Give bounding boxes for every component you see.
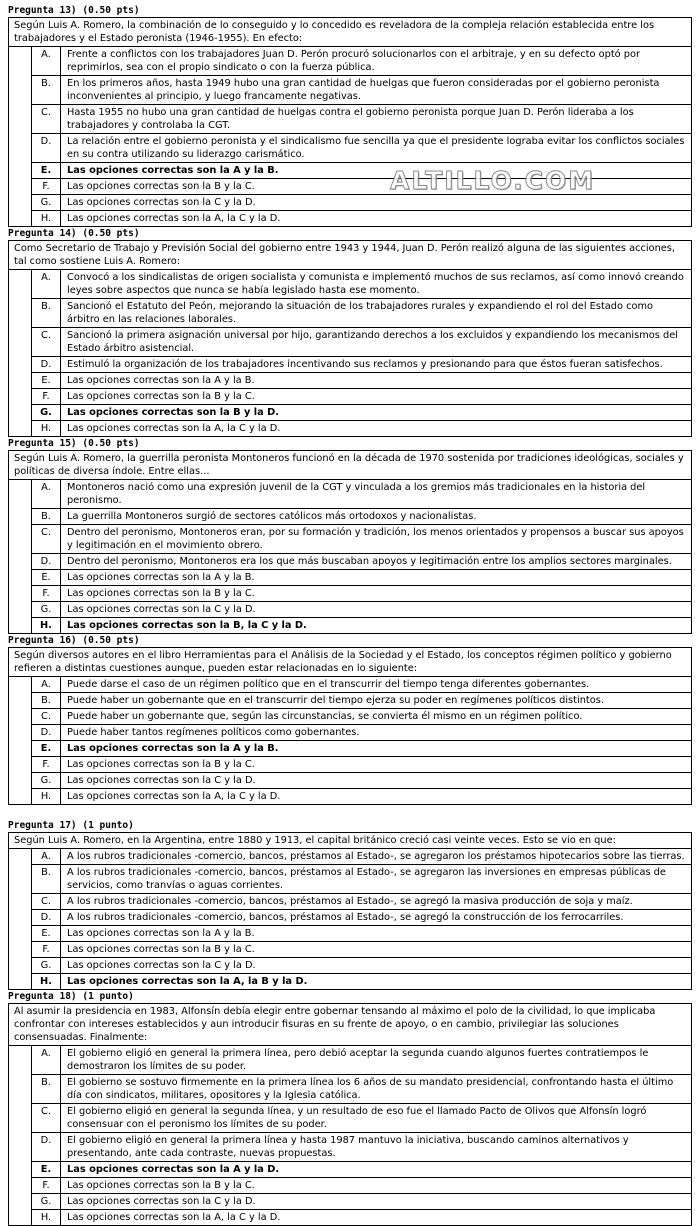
option-text: Puede darse el caso de un régimen político que en el transcurrir del tiempo tenga diferentes gobernantes.: [67, 679, 590, 690]
option-row: [31, 1194, 691, 1210]
option-letter: H.: [32, 789, 61, 804]
option-letter: H.: [32, 618, 61, 633]
option-letter: G.: [32, 773, 61, 788]
option-text: Las opciones correctas son la A y la B.: [67, 572, 255, 583]
option-row: [31, 105, 691, 134]
option-row: [31, 554, 691, 570]
option-letter: C.: [32, 1104, 61, 1132]
option-letter: F.: [32, 757, 61, 772]
option-text: Las opciones correctas son la B y la C.: [67, 1180, 255, 1191]
option-letter: D.: [32, 134, 61, 162]
option-letter: E.: [32, 741, 61, 756]
option-letter: D.: [32, 725, 61, 740]
option-row: [31, 1104, 691, 1133]
option-text: Sancionó el Estatuto del Peón, mejorando la situación de los trabajadores rurales y expandiendo el rol del Estado como árbitro en las relaciones laborales.: [67, 301, 654, 325]
question-stem: Según Luis A. Romero, en la Argentina, entre 1880 y 1913, el capital británico creció casi veinte veces. Esto se vio en que:: [9, 833, 691, 849]
option-text: El gobierno se sostuvo firmemente en la primera línea los 6 años de su mandato presidencial, confrontando hasta el último día con sindicatos, militares, opositores y la Iglesia católica.: [67, 1077, 674, 1101]
option-text: Las opciones correctas son la B y la C.: [67, 944, 255, 955]
option-letter: A.: [32, 849, 61, 864]
question-header: Pregunta 18) (1 punto): [8, 991, 134, 1002]
option-row: [31, 894, 691, 910]
option-letter: A.: [32, 47, 61, 75]
exam-document: [8, 4, 692, 1226]
option-row: [31, 270, 691, 299]
option-text: Las opciones correctas son la A, la C y la D.: [67, 423, 281, 434]
option-text: El gobierno eligió en general la primera línea, pero debió aceptar la segunda cuando algunos fuertes contratiempos le demostraron los límites de su poder.: [67, 1048, 649, 1072]
option-row: [31, 1133, 691, 1162]
option-row: [31, 926, 691, 942]
question-header: Pregunta 16) (0.50 pts): [8, 635, 140, 646]
option-row: [31, 195, 691, 211]
option-row: [31, 849, 691, 865]
question-table: [8, 450, 692, 634]
option-text: La guerrilla Montoneros surgió de sectores católicos más ortodoxos y nacionalistas.: [67, 511, 477, 522]
option-letter: B.: [32, 693, 61, 708]
option-text: Las opciones correctas son la C y la D.: [67, 604, 256, 615]
option-letter: B.: [32, 1075, 61, 1103]
option-row: [31, 1210, 691, 1225]
option-row: [31, 789, 691, 804]
option-text: En los primeros años, hasta 1949 hubo una gran cantidad de huelgas que fueron consideradas por el gobierno peronista inconvenientes al principio, y luego francamente negativas.: [67, 78, 660, 102]
option-text: Las opciones correctas son la C y la D.: [67, 1196, 256, 1207]
option-row: [31, 47, 691, 76]
option-row: [31, 405, 691, 421]
option-row: [31, 1162, 691, 1178]
option-row: [31, 76, 691, 105]
question-table: [8, 832, 692, 990]
option-letter: C.: [32, 894, 61, 909]
option-letter: G.: [32, 405, 61, 420]
option-text: Las opciones correctas son la C y la D.: [67, 197, 256, 208]
option-row: [31, 480, 691, 509]
question-stem: Según diversos autores en el libro Herramientas para el Análisis de la Sociedad y el Estado, los conceptos régimen político y gobierno refieren a distintas cuestiones aunque, pueden estar relacionadas en lo siguiente:: [9, 648, 691, 677]
option-letter: H.: [32, 1210, 61, 1225]
option-text: Las opciones correctas son la A, la C y la D.: [67, 213, 281, 224]
option-row: [31, 328, 691, 357]
option-row: [31, 910, 691, 926]
option-text: Estimuló la organización de los trabajadores incentivando sus reclamos y presionando para que éstos fueran satisfechos.: [67, 359, 663, 370]
option-text: Las opciones correctas son la B y la C.: [67, 181, 255, 192]
option-letter: E.: [32, 373, 61, 388]
question-header: Pregunta 13) (0.50 pts): [8, 5, 140, 16]
question-table: [8, 17, 692, 227]
option-text: Puede haber tantos regímenes políticos como gobernantes.: [67, 727, 360, 738]
option-letter: H.: [32, 421, 61, 436]
question-stem: Según Luis A. Romero, la combinación de lo conseguido y lo concedido es reveladora de la compleja relación establecida entre los trabajadores y el Estado peronista (1946-1955). En efecto:: [9, 18, 691, 47]
option-row: [31, 741, 691, 757]
option-letter: C.: [32, 328, 61, 356]
option-letter: A.: [32, 480, 61, 508]
option-letter: G.: [32, 1194, 61, 1209]
option-letter: E.: [32, 163, 61, 178]
option-text: Las opciones correctas son la A, la C y la D.: [67, 791, 281, 802]
question-stem: Al asumir la presidencia en 1983, Alfonsín debía elegir entre gobernar tensando al máximo el polo de la civilidad, lo que implicaba confrontar con intereses establecidos y aun introducir fisuras en su frente de apoyo, o en cambio, privilegiar las soluciones consensuadas. Finalmente:: [9, 1004, 691, 1046]
option-row: [31, 134, 691, 163]
option-letter: C.: [32, 525, 61, 553]
option-text: Las opciones correctas son la A y la B.: [67, 165, 279, 176]
option-row: [31, 773, 691, 789]
option-letter: A.: [32, 1046, 61, 1074]
option-letter: G.: [32, 195, 61, 210]
option-row: [31, 373, 691, 389]
option-letter: H.: [32, 211, 61, 226]
option-letter: B.: [32, 299, 61, 327]
option-text: Las opciones correctas son la A y la B.: [67, 375, 255, 386]
option-row: [31, 163, 691, 179]
option-letter: D.: [32, 910, 61, 925]
question-stem: Según Luis A. Romero, la guerrilla peronista Montoneros funcionó en la década de 1970 sostenida por tradiciones ideológicas, sociales y políticas de diversa índole. Entre ellas...: [9, 451, 691, 480]
option-letter: C.: [32, 709, 61, 724]
question-header: Pregunta 14) (0.50 pts): [8, 228, 140, 239]
option-text: Sancionó la primera asignación universal por hijo, garantizando derechos a los excluidos y expandiendo los mecanismos del Estado árbitro asistencial.: [67, 330, 678, 354]
option-row: [31, 725, 691, 741]
option-row: [31, 602, 691, 618]
option-text: Montoneros nació como una expresión juvenil de la CGT y vinculada a los gremios más tradicionales en la historia del peronismo.: [67, 482, 646, 506]
option-text: Las opciones correctas son la A y la D.: [67, 1164, 280, 1175]
option-letter: G.: [32, 602, 61, 617]
option-letter: F.: [32, 1178, 61, 1193]
option-letter: B.: [32, 76, 61, 104]
option-text: Las opciones correctas son la B y la C.: [67, 391, 255, 402]
option-row: [31, 179, 691, 195]
option-letter: A.: [32, 677, 61, 692]
option-text: Hasta 1955 no hubo una gran cantidad de huelgas contra el gobierno peronista porque Juan D. Perón lideraba a los trabajadores y controlaba la CGT.: [67, 107, 634, 131]
option-letter: E.: [32, 570, 61, 585]
option-letter: B.: [32, 865, 61, 893]
option-letter: E.: [32, 926, 61, 941]
option-row: [31, 618, 691, 633]
option-text: La relación entre el gobierno peronista y el sindicalismo fue sencilla ya que el presidente lograba evitar los conflictos sociales en su contra utilizando su liderazgo carismático.: [67, 136, 685, 160]
option-row: [31, 509, 691, 525]
option-row: [31, 1075, 691, 1104]
option-row: [31, 693, 691, 709]
option-row: [31, 865, 691, 894]
option-text: Las opciones correctas son la B y la D.: [67, 407, 280, 418]
option-text: Puede haber un gobernante que, según las circunstancias, se convierta él mismo en un régimen político.: [67, 711, 583, 722]
option-row: [31, 958, 691, 974]
option-text: Las opciones correctas son la B, la C y la D.: [67, 620, 307, 631]
option-letter: F.: [32, 389, 61, 404]
option-text: Dentro del peronismo, Montoneros eran, por su formación y tradición, los menos orientados y propensos a buscar sus apoyos y legitimación en el movimiento obrero.: [67, 527, 684, 551]
option-text: Dentro del peronismo, Montoneros era los que más buscaban apoyos y legitimación entre los amplios sectores marginales.: [67, 556, 672, 567]
option-letter: F.: [32, 179, 61, 194]
option-letter: F.: [32, 942, 61, 957]
option-letter: G.: [32, 958, 61, 973]
question-header: Pregunta 17) (1 punto): [8, 820, 134, 831]
option-text: Las opciones correctas son la A y la B.: [67, 928, 255, 939]
option-row: [31, 1046, 691, 1075]
option-row: [31, 942, 691, 958]
option-text: Puede haber un gobernante que en el transcurrir del tiempo ejerza su poder en regímenes políticos distintos.: [67, 695, 604, 706]
option-text: Frente a conflictos con los trabajadores Juan D. Perón procuró solucionarlos con el arbitraje, y en su defecto optó por reprimirlos, sea con el propio sindicato o con la fuerza pública.: [67, 49, 641, 73]
option-letter: E.: [32, 1162, 61, 1177]
question-stem: Como Secretario de Trabajo y Previsión Social del gobierno entre 1943 y 1944, Juan D. Perón realizó alguna de las siguientes acciones, tal como sostiene Luis A. Romero:: [9, 241, 691, 270]
option-row: [31, 421, 691, 436]
watermark-logo: ALTILLO.COM: [390, 166, 596, 195]
option-row: [31, 586, 691, 602]
option-letter: H.: [32, 974, 61, 989]
option-row: [31, 1178, 691, 1194]
option-text: Las opciones correctas son la B y la C.: [67, 588, 255, 599]
option-text: Convocó a los sindicalistas de origen socialista y comunista e implementó muchos de sus reclamos, así como innovó creando leyes sobre aspectos que nunca se había legislado hasta ese momento.: [67, 272, 684, 296]
option-text: Las opciones correctas son la A, la B y la D.: [67, 976, 308, 987]
option-row: [31, 357, 691, 373]
option-text: A los rubros tradicionales -comercio, bancos, préstamos al Estado-, se agregaron los préstamos hipotecarios sobre las tierras.: [67, 851, 685, 862]
option-letter: D.: [32, 357, 61, 372]
option-letter: A.: [32, 270, 61, 298]
option-letter: D.: [32, 554, 61, 569]
option-row: [31, 974, 691, 989]
option-row: [31, 299, 691, 328]
option-row: [31, 389, 691, 405]
option-text: Las opciones correctas son la A y la B.: [67, 743, 279, 754]
option-text: A los rubros tradicionales -comercio, bancos, préstamos al Estado-, se agregó la masiva producción de soja y maíz.: [67, 896, 633, 907]
option-letter: B.: [32, 509, 61, 524]
question-table: [8, 647, 692, 805]
option-text: A los rubros tradicionales -comercio, bancos, préstamos al Estado-, se agregó la construcción de los ferrocarriles.: [67, 912, 624, 923]
option-letter: D.: [32, 1133, 61, 1161]
option-letter: F.: [32, 586, 61, 601]
option-letter: C.: [32, 105, 61, 133]
option-text: El gobierno eligió en general la segunda línea, y un resultado de eso fue el llamado Pacto de Olivos que Alfonsín logró consensuar con el peronismo los límites de su poder.: [67, 1106, 647, 1130]
option-row: [31, 211, 691, 226]
question-header: Pregunta 15) (0.50 pts): [8, 438, 140, 449]
option-text: Las opciones correctas son la C y la D.: [67, 960, 256, 971]
option-text: Las opciones correctas son la B y la C.: [67, 759, 255, 770]
option-row: [31, 525, 691, 554]
option-row: [31, 570, 691, 586]
option-text: Las opciones correctas son la A, la C y la D.: [67, 1212, 281, 1223]
option-text: El gobierno eligió en general la primera línea y hasta 1987 mantuvo la iniciativa, buscando caminos alternativos y presentando, ante cada contraste, nuevas propuestas.: [67, 1135, 629, 1159]
option-row: [31, 709, 691, 725]
option-row: [31, 757, 691, 773]
option-text: A los rubros tradicionales -comercio, bancos, préstamos al Estado-, se agregaron las inversiones en empresas públicas de servicios, como tranvías o aguas corrientes.: [67, 867, 666, 891]
question-table: [8, 240, 692, 437]
option-text: Las opciones correctas son la C y la D.: [67, 775, 256, 786]
question-table: [8, 1003, 692, 1226]
option-row: [31, 677, 691, 693]
